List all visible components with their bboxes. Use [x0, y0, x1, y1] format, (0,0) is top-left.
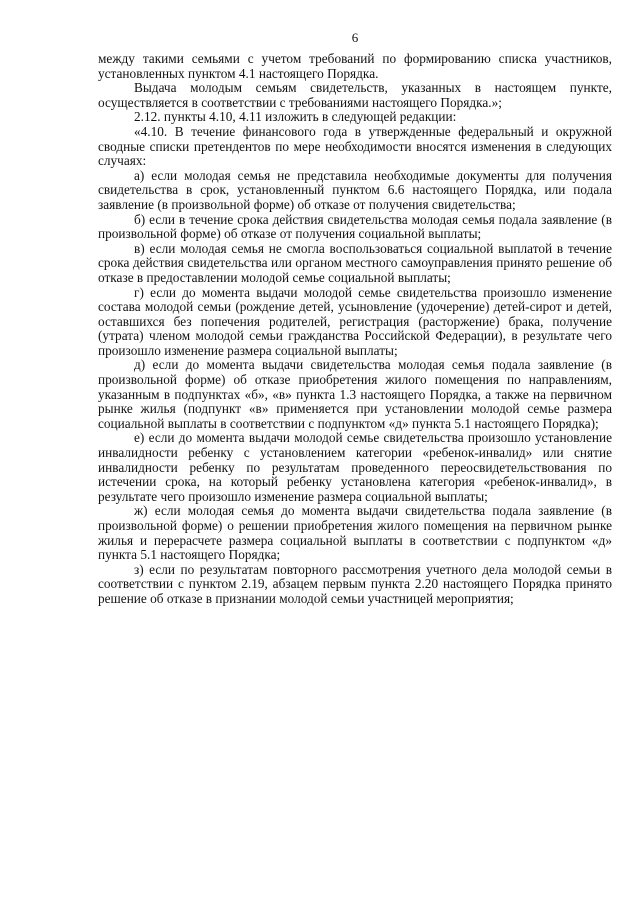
- paragraph: е) если до момента выдачи молодой семье свидетельства произошло установление инвалидности ребенку с установлением категории «ребенок-инвалид» или снятие инвалидности ребенку по результатам проведенного переосвидетельствования по истечении срока, на который ребенку установлена категория «ребенок-инвалид», в результате чего произошло изменение размера социальной выплаты;: [98, 430, 612, 504]
- paragraph: д) если до момента выдачи свидетельства молодая семья подала заявление (в произвольной форме) об отказе приобретения жилого помещения по направлениям, указанным в подпунктах «б», «в» пункта 1.3 настоящего Порядка, а также на первичном рынке жилья (подпункт «в» применяется при установлении молодой семье размера социальной выплаты в соответствии с подпунктом «д» пункта 5.1 настоящего Порядка);: [98, 357, 612, 431]
- paragraph: з) если по результатам повторного рассмотрения учетного дела молодой семьи в соответствии с пунктом 2.19, абзацем первым пункта 2.20 настоящего Порядка принято решение об отказе в признании молодой семьи участницей мероприятия;: [98, 561, 612, 606]
- paragraph: между такими семьями с учетом требований по формированию списка участников, установленных пунктом 4.1 настоящего Порядка.: [98, 51, 612, 81]
- paragraph: 2.12. пункты 4.10, 4.11 изложить в следующей редакции:: [134, 109, 457, 125]
- page-number: 6: [351, 30, 359, 45]
- paragraph: г) если до момента выдачи молодой семье свидетельства произошло изменение состава молодой семьи (рождение детей, усыновление (удочерение) детей-сирот и детей, оставшихся без попечения родителей, регистрация (расторжение) брака, получение (утрата) членом молодой семьи гражданства Российской Федерации), в результате чего произошло изменение размера социальной выплаты;: [98, 284, 612, 358]
- paragraph: «4.10. В течение финансового года в утвержденные федеральный и окружной сводные списки претендентов по мере необходимости вносятся изменения в следующих случаях:: [98, 123, 612, 169]
- paragraph: б) если в течение срока действия свидетельства молодая семья подала заявление (в произвольной форме) об отказе от получения социальной выплаты;: [98, 211, 612, 242]
- paragraph: Выдача молодым семьям свидетельств, указанных в настоящем пункте, осуществляется в соответствии с требованиями настоящего Порядка.»;: [98, 80, 612, 110]
- paragraph: в) если молодая семья не смогла воспользоваться социальной выплатой в течение срока действия свидетельства или органом местного самоуправления принято решение об отказе в предоставлении молодой семье социальной выплаты;: [98, 240, 612, 285]
- paragraph: ж) если молодая семья до момента выдачи свидетельства подала заявление (в произвольной форме) о решении приобретения жилого помещения на первичном рынке жилья и перерасчете размера социальной выплаты в соответствии с подпунктом «д» пункта 5.1 настоящего Порядка;: [98, 503, 612, 563]
- document-body: [98, 52, 612, 607]
- paragraph: а) если молодая семья не представила необходимые документы для получения свидетельства в срок, установленный пунктом 6.6 настоящего Порядка, или подала заявление (в произвольной форме) об отказе от получения свидетельства;: [98, 167, 612, 212]
